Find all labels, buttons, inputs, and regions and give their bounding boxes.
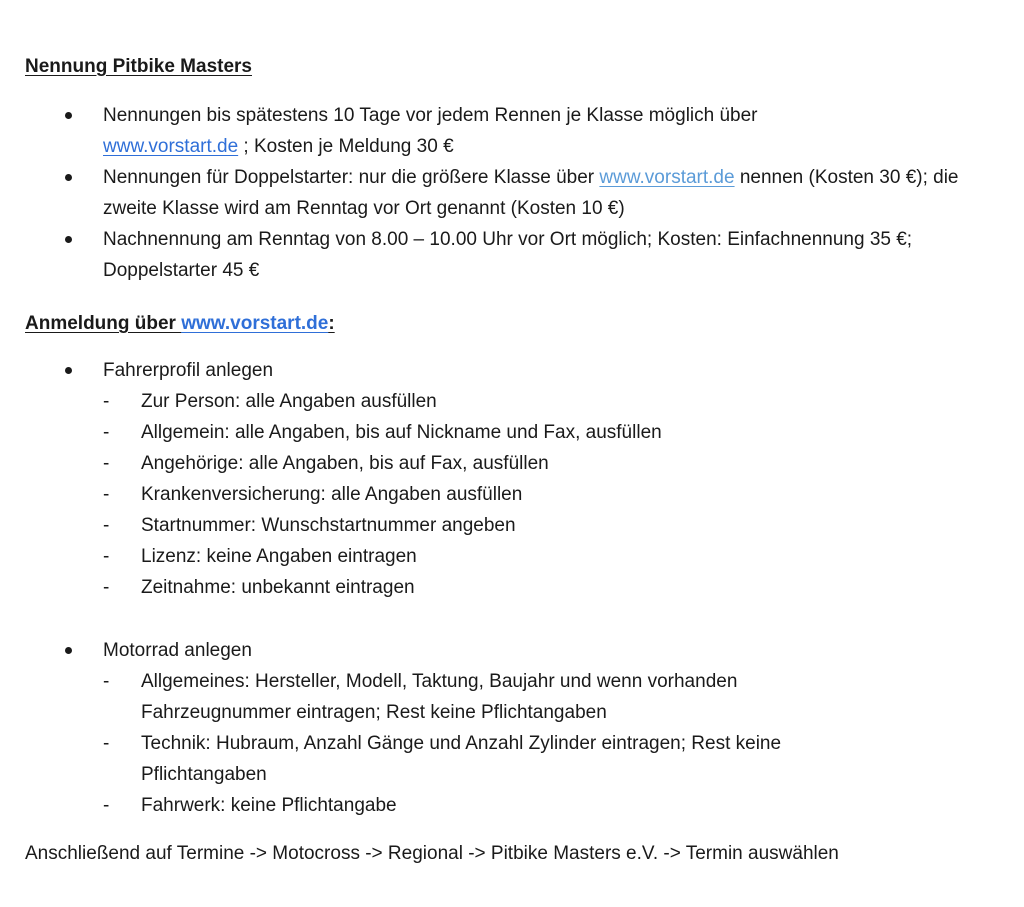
- dash-icon: -: [103, 391, 110, 412]
- sub-list-item: [103, 666, 994, 728]
- motorcycle-sub-list: [103, 666, 994, 821]
- vorstart-link[interactable]: www.vorstart.de: [181, 313, 329, 334]
- list-item: [0, 635, 1024, 821]
- item-text: Nachnennung am Renntag von 8.00 – 10.00 Uhr vor Ort möglich; Kosten: Einfachnennung 35 €; Doppelstarter 45 €: [103, 229, 913, 281]
- sub-list-item: [103, 510, 994, 541]
- list-item: [0, 100, 1024, 162]
- sub-list-item: [103, 479, 994, 510]
- dash-icon: -: [103, 484, 110, 505]
- sub-list-item: [103, 728, 994, 790]
- footer-instructions: Anschließend auf Termine -> Motocross -> Regional -> Pitbike Masters e.V. -> Termin auswählen: [25, 843, 839, 864]
- sub-list-item: [103, 386, 994, 417]
- vorstart-link[interactable]: www.vorstart.de: [103, 136, 239, 157]
- bullet-icon: [65, 647, 72, 654]
- sub-item-text: Lizenz: keine Angaben eintragen: [141, 546, 417, 567]
- vorstart-link[interactable]: www.vorstart.de: [599, 167, 735, 188]
- sub-list-item: [103, 541, 994, 572]
- sub-item-text: Technik: Hubraum, Anzahl Gänge und Anzahl Zylinder eintragen; Rest keine Pflichtangaben: [141, 733, 782, 785]
- list-item: [0, 162, 1024, 224]
- dash-icon: -: [103, 671, 110, 692]
- sub-list-item: [103, 417, 994, 448]
- dash-icon: -: [103, 422, 110, 443]
- list-item: [0, 224, 1024, 286]
- sub-item-text: Zeitnahme: unbekannt eintragen: [141, 577, 415, 598]
- dash-icon: -: [103, 453, 110, 474]
- sub-item-text: Krankenversicherung: alle Angaben ausfüllen: [141, 484, 523, 505]
- dash-icon: -: [103, 515, 110, 536]
- item-text: Nennungen bis spätestens 10 Tage vor jedem Rennen je Klasse möglich über: [103, 105, 758, 126]
- sub-item-text: Allgemeines: Hersteller, Modell, Taktung, Baujahr und wenn vorhanden Fahrzeugnummer eintragen; Rest keine Pflichtangaben: [141, 671, 738, 723]
- profile-bullet-list: [0, 355, 1024, 603]
- heading-suffix: :: [328, 313, 335, 334]
- profile-sub-list: [103, 386, 994, 603]
- list-item: [0, 355, 1024, 603]
- dash-icon: -: [103, 546, 110, 567]
- bullet-icon: [65, 174, 72, 181]
- sub-item-text: Zur Person: alle Angaben ausfüllen: [141, 391, 437, 412]
- sub-item-text: Allgemein: alle Angaben, bis auf Nickname und Fax, ausfüllen: [141, 422, 662, 443]
- dash-icon: -: [103, 795, 110, 816]
- bullet-icon: [65, 112, 72, 119]
- sub-item-text: Startnummer: Wunschstartnummer angeben: [141, 515, 516, 536]
- profile-label: Fahrerprofil anlegen: [103, 360, 274, 381]
- bullet-icon: [65, 367, 72, 374]
- motorcycle-bullet-list: [0, 635, 1024, 821]
- dash-icon: -: [103, 577, 110, 598]
- heading-prefix: Anmeldung über: [25, 313, 182, 334]
- motorcycle-label: Motorrad anlegen: [103, 640, 252, 661]
- section-heading-anmeldung: [25, 308, 335, 339]
- nennung-bullet-list: [0, 100, 1024, 286]
- item-text: nennen (Kosten 30 €); die zweite Klasse wird am Renntag vor Ort genannt (Kosten 10 €): [103, 167, 959, 219]
- sub-item-text: Angehörige: alle Angaben, bis auf Fax, ausfüllen: [141, 453, 549, 474]
- sub-list-item: [103, 790, 994, 821]
- section-heading-nennung: Nennung Pitbike Masters: [25, 56, 252, 77]
- dash-icon: -: [103, 733, 110, 754]
- sub-list-item: [103, 448, 994, 479]
- item-text: Nennungen für Doppelstarter: nur die größere Klasse über: [103, 167, 600, 188]
- sub-list-item: [103, 572, 994, 603]
- bullet-icon: [65, 236, 72, 243]
- item-text: ; Kosten je Meldung 30 €: [238, 136, 454, 157]
- sub-item-text: Fahrwerk: keine Pflichtangabe: [141, 795, 397, 816]
